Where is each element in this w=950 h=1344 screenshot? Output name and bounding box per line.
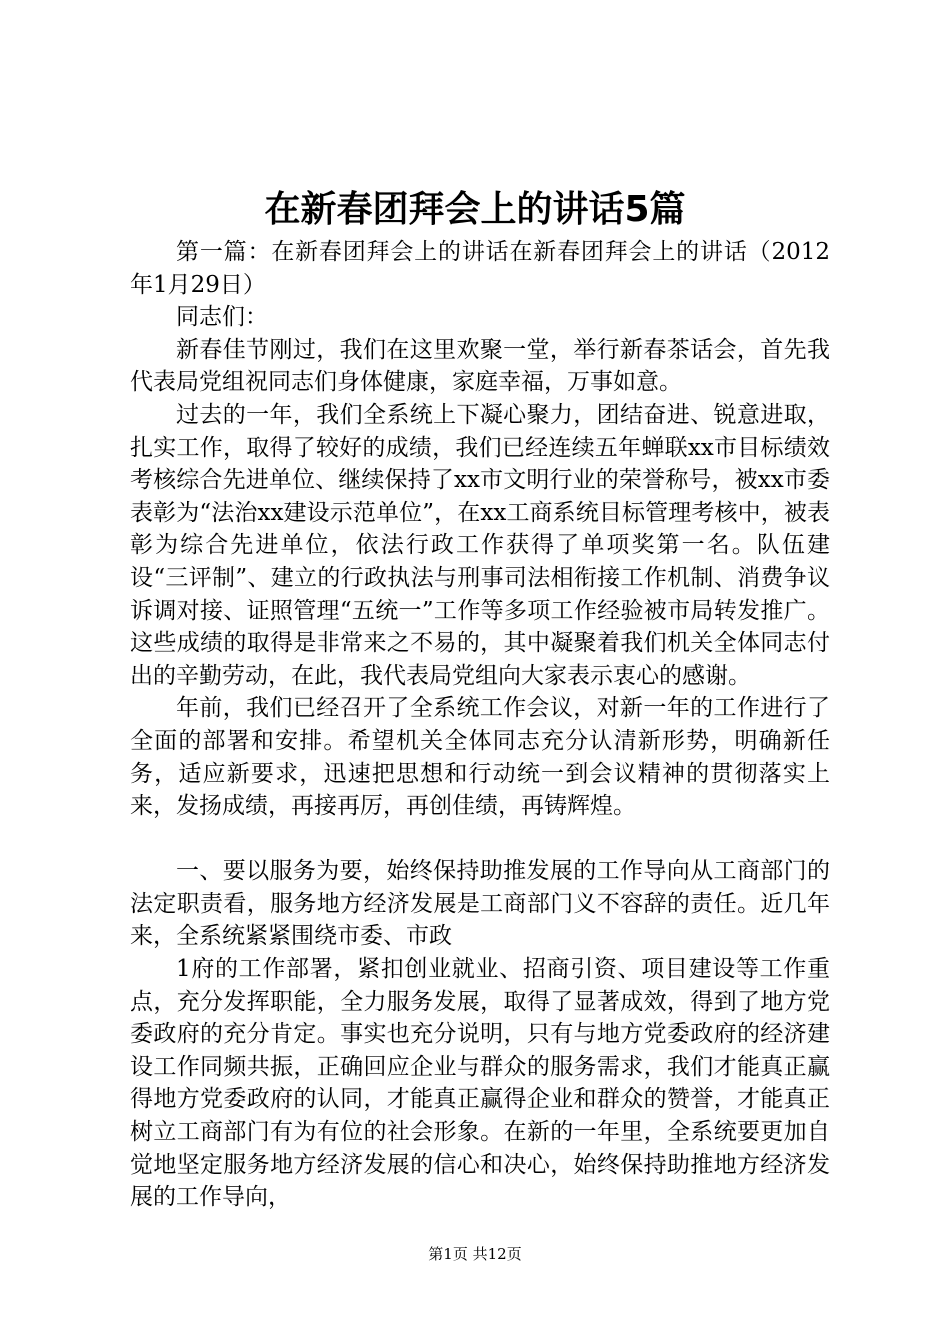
paragraph-new-year-plan: 年前，我们已经召开了全系统工作会议，对新一年的工作进行了全面的部署和安排。希望机关全体同志充分认清新形势，明确新任务，适应新要求，迅速把思想和行动统一到会议精神的贯彻落实上来，发扬成绩，再接再厉，再创佳绩，再铸辉煌。 bbox=[130, 695, 830, 820]
document-body bbox=[130, 236, 830, 1214]
paragraph-salutation: 同志们： bbox=[176, 304, 268, 331]
paragraph-section-one: 一、要以服务为要，始终保持助推发展的工作导向从工商部门的法定职责看，服务地方经济发展是工商部门义不容辞的责任。近几年来，全系统紧紧围绕市委、市政 bbox=[130, 858, 830, 950]
page-footer: 第1页 共12页 bbox=[428, 1245, 522, 1263]
document-title: 在新春团拜会上的讲话5篇 bbox=[264, 189, 686, 230]
paragraph-heading-intro: 第一篇：在新春团拜会上的讲话在新春团拜会上的讲话（2012年1月29日） bbox=[130, 239, 830, 298]
paragraph-section-one-continued: 1府的工作部署，紧扣创业就业、招商引资、项目建设等工作重点，充分发挥职能，全力服务发展，取得了显著成效，得到了地方党委政府的充分肯定。事实也充分说明，只有与地方党委政府的经济建设工作同频共振，正确回应企业与群众的服务需求，我们才能真正赢得地方党委政府的认同，才能真正赢得企业和群众的赞誉，才能真正树立工商部门有为有位的社会形象。在新的一年里，全系统要更加自觉地坚定服务地方经济发展的信心和决心，始终保持助推地方经济发展的工作导向， bbox=[130, 956, 830, 1211]
blank-line bbox=[130, 823, 830, 856]
paragraph-greeting: 新春佳节刚过，我们在这里欢聚一堂，举行新春茶话会，首先我代表局党组祝同志们身体健康，家庭幸福，万事如意。 bbox=[130, 336, 830, 396]
paragraph-achievements: 过去的一年，我们全系统上下凝心聚力，团结奋进、锐意进取，扎实工作，取得了较好的成绩，我们已经连续五年蝉联xx市目标绩效考核综合先进单位、继续保持了xx市文明行业的荣誉称号，被xx市委表彰为“法治xx建设示范单位”，在xx工商系统目标管理考核中，被表彰为综合先进单位，依法行政工作获得了单项奖第一名。队伍建设“三评制”、建立的行政执法与刑事司法相衔接工作机制、消费争议诉调对接、证照管理“五统一”工作等多项工作经验被市局转发推广。这些成绩的取得是非常来之不易的，其中凝聚着我们机关全体同志付出的辛勤劳动，在此，我代表局党组向大家表示衷心的感谢。 bbox=[130, 401, 830, 689]
